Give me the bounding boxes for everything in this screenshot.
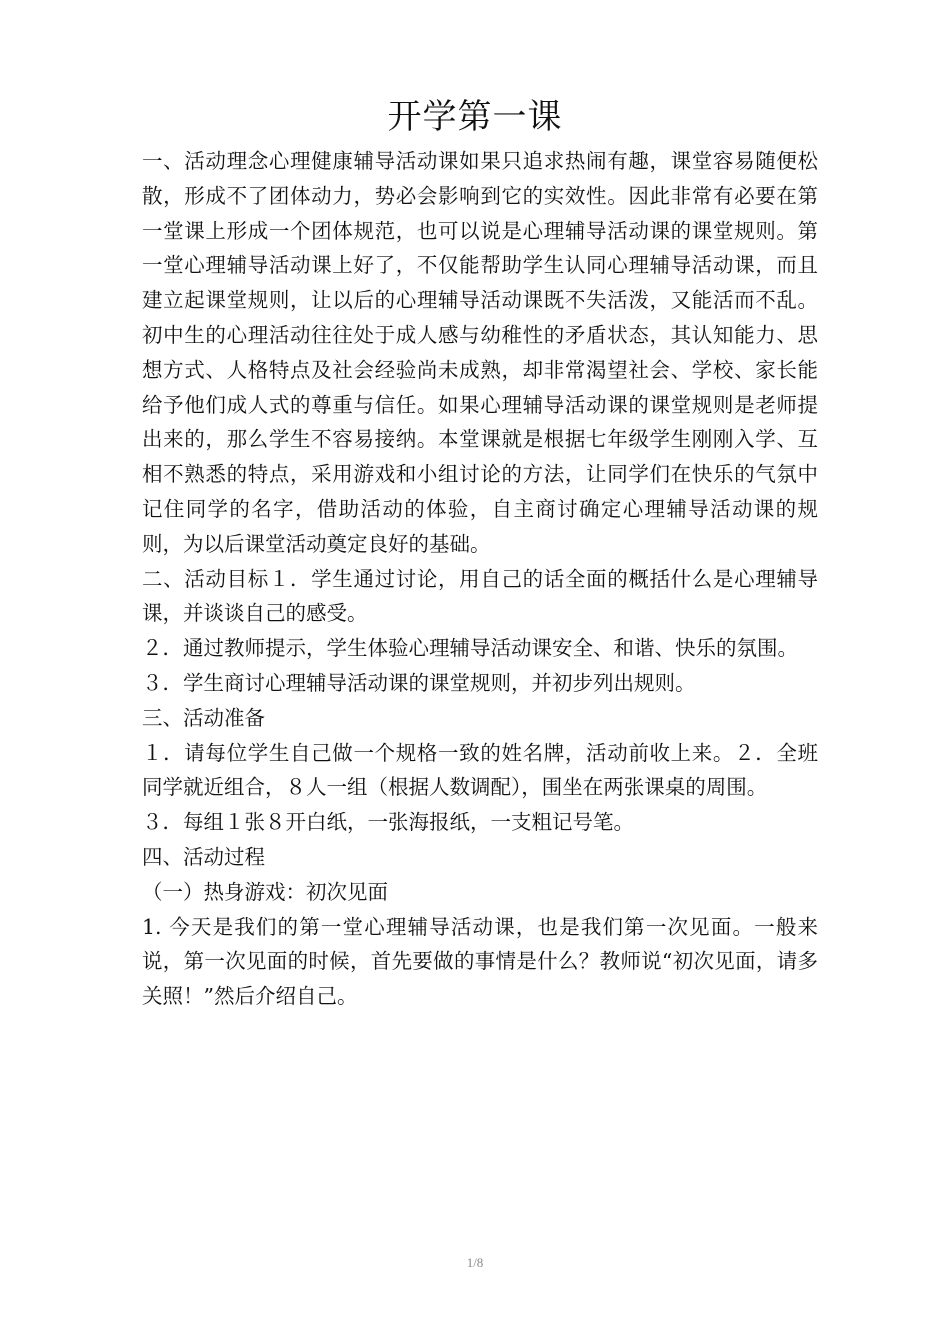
paragraph-goal-3: ３．学生商讨心理辅导活动课的课堂规则，并初步列出规则。 (142, 670, 696, 695)
section-heading-preparation: 三、活动准备 (142, 705, 265, 730)
document-title: 开学第一课 (387, 97, 563, 137)
document-body (142, 144, 818, 1014)
paragraph-activity-goals: 二、活动目标１．学生通过讨论，用自己的话全面的概括什么是心理辅导课，并谈谈自己的感受。 (142, 566, 818, 626)
page-number: 1/8 (466, 1255, 484, 1270)
section-heading-process: 四、活动过程 (142, 844, 265, 869)
paragraph-preparation-1-2: １．请每位学生自己做一个规格一致的姓名牌，活动前收上来。２．全班同学就近组合，８人一组（根据人数调配），围坐在两张课桌的周围。 (142, 740, 818, 800)
paragraph-activity-concept: 一、活动理念心理健康辅导活动课如果只追求热闹有趣，课堂容易随便松散，形成不了团体动力，势必会影响到它的实效性。因此非常有必要在第一堂课上形成一个团体规范，也可以说是心理辅导活动课的课堂规则。第一堂心理辅导活动课上好了，不仅能帮助学生认同心理辅导活动课，而且建立起课堂规则，让以后的心理辅导活动课既不失活泼，又能活而不乱。初中生的心理活动往往处于成人感与幼稚性的矛盾状态，其认知能力、思想方式、人格特点及社会经验尚未成熟，却非常渴望社会、学校、家长能给予他们成人式的尊重与信任。如果心理辅导活动课的课堂规则是老师提出来的，那么学生不容易接纳。本堂课就是根据七年级学生刚刚入学、互相不熟悉的特点，采用游戏和小组讨论的方法，让同学们在快乐的气氛中记住同学的名字，借助活动的体验，自主商讨确定心理辅导活动课的规则，为以后课堂活动奠定良好的基础。 (142, 149, 818, 556)
paragraph-preparation-3: ３．每组１张８开白纸，一张海报纸，一支粗记号笔。 (142, 810, 634, 835)
subsection-heading-warmup: （一）热身游戏：初次见面 (142, 879, 388, 904)
paragraph-goal-2: ２．通过教师提示，学生体验心理辅导活动课安全、和谐、快乐的氛围。 (142, 636, 798, 661)
paragraph-process-1: 1. 今天是我们的第一堂心理辅导活动课，也是我们第一次见面。一般来说，第一次见面的时候，首先要做的事情是什么？教师说“初次见面，请多关照！”然后介绍自己。 (142, 914, 818, 1009)
